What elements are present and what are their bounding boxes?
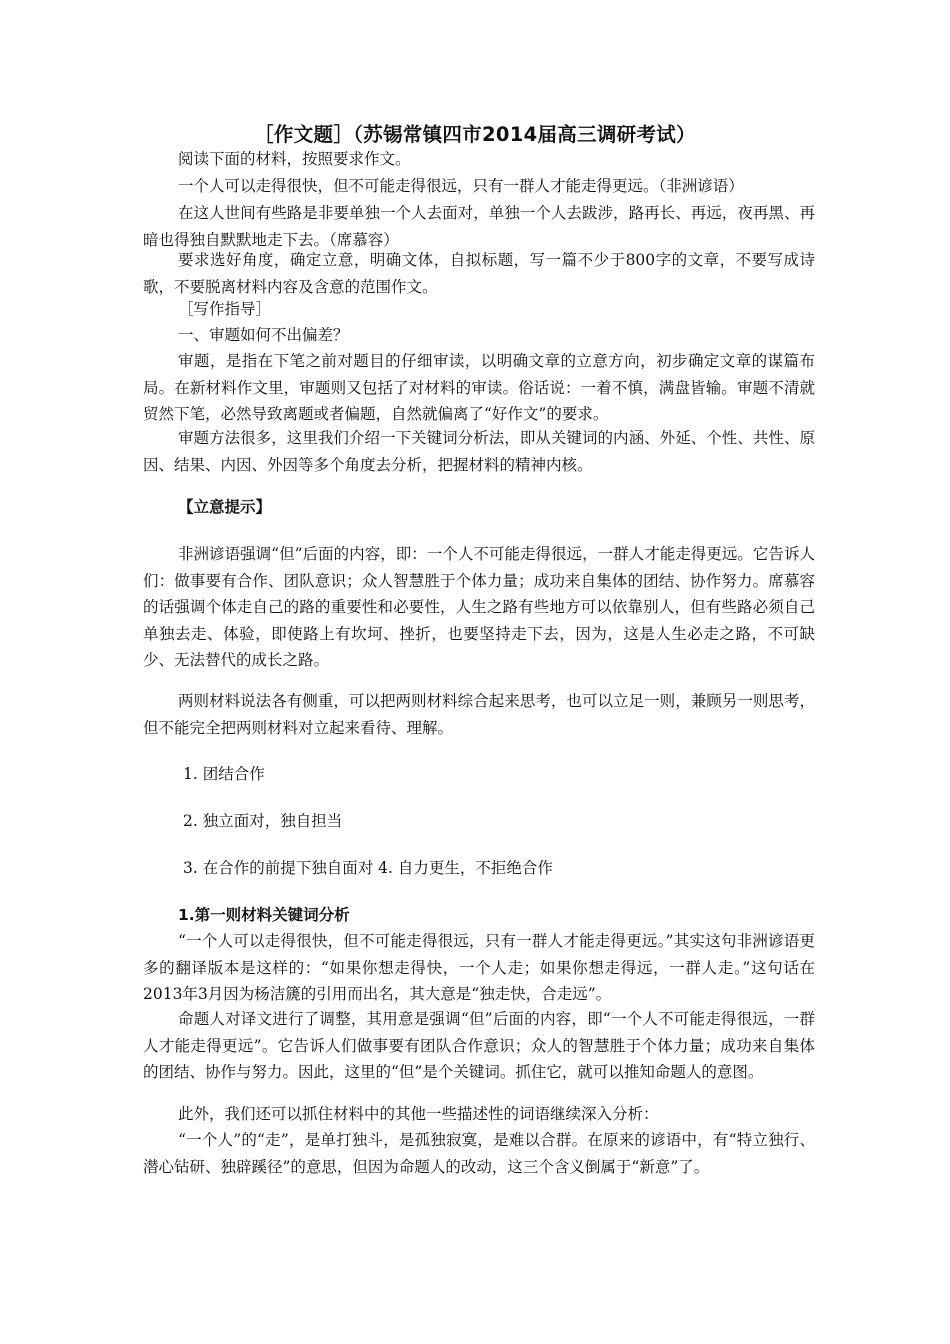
writing-guide-heading: ［写作指导］ bbox=[178, 300, 272, 318]
analysis-paragraph-2: 命题人对译文进行了调整，其用意是强调“但”后面的内容，即“一个人不可能走得很远，一群人才能走得更远”。它告诉人们做事要有团队合作意识；众人的智慧胜于个体力量；成功来自集体的团结、协作与努力。因此，这里的“但”是个关键词。抓住它，就可以推知命题人的意图。 bbox=[143, 1010, 815, 1081]
instruction-paragraph: 阅读下面的材料，按照要求作文。 bbox=[178, 150, 411, 168]
hint-paragraph-1: 非洲谚语强调“但”后面的内容，即：一个人不可能走得很远，一群人才能走得更远。它告诉人们：做事要有合作、团队意识；众人智慧胜于个体力量；成功来自集体的团结、协作努力。席慕容的话强调个体走自己的路的重要性和必要性，人生之路有些地方可以依靠别人，但有些路必须自己单独去走、体验，即使路上有坎坷、挫折，也要坚持走下去，因为，这是人生必走之路，不可缺少、无法替代的成长之路。 bbox=[143, 545, 815, 669]
requirement-paragraph: 要求选好角度，确定立意，明确文体，自拟标题，写一篇不少于800字的文章，不要写成诗歌，不要脱离材料内容及含意的范围作文。 bbox=[143, 251, 815, 296]
page-title: ［作文题］（苏锡常镇四市2014届高三调研考试） bbox=[254, 123, 696, 146]
guide-paragraph-2: 审题方法很多，这里我们介绍一下关键词分析法，即从关键词的内涵、外延、个性、共性、原因、结果、内因、外因等多个角度去分析，把握材料的精神内核。 bbox=[143, 429, 815, 474]
analysis-heading: 1.第一则材料关键词分析 bbox=[178, 906, 350, 924]
hint-list-item: 1. 团结合作 bbox=[183, 765, 265, 783]
material-two-paragraph: 在这人世间有些路是非要单独一个人去面对，单独一个人去跋涉，路再长、再远，夜再黑、再暗也得独自默默地走下去。（席慕容） bbox=[143, 204, 815, 249]
hint-paragraph-2: 两则材料说法各有侧重，可以把两则材料综合起来思考，也可以立足一则，兼顾另一则思考，但不能完全把两则材料对立起来看待、理解。 bbox=[143, 692, 815, 737]
hint-list-item: 3. 在合作的前提下独自面对 4. 自力更生，不拒绝合作 bbox=[183, 859, 553, 877]
hint-heading: 【立意提示】 bbox=[178, 498, 272, 516]
question-one-heading: 一、审题如何不出偏差？ bbox=[178, 326, 349, 344]
material-one-paragraph: 一个人可以走得很快，但不可能走得很远，只有一群人才能走得更远。（非洲谚语） bbox=[178, 177, 744, 195]
guide-paragraph-1: 审题，是指在下笔之前对题目的仔细审读，以明确文章的立意方向，初步确定文章的谋篇布局。在新材料作文里，审题则又包括了对材料的审读。俗话说：一着不慎，满盘皆输。审题不清就贸然下笔，必然导致离题或者偏题，自然就偏离了“好作文”的要求。 bbox=[143, 352, 815, 423]
hint-list-item: 2. 独立面对，独自担当 bbox=[183, 812, 343, 830]
analysis-paragraph-4: “一个人”的“走”，是单打独斗，是孤独寂寞，是难以合群。在原来的谚语中，有“特立独行、潜心钻研、独辟蹊径”的意思，但因为命题人的改动，这三个含义倒属于“新意”了。 bbox=[143, 1131, 815, 1176]
analysis-paragraph-1: “一个人可以走得很快，但不可能走得很远，只有一群人才能走得更远。”其实这句非洲谚语更多的翻译版本是这样的：“如果你想走得快，一个人走；如果你想走得远，一群人走。”这句话在2013年3月因为杨洁篪的引用而出名，其大意是“独走快，合走远”。 bbox=[143, 932, 815, 1003]
analysis-paragraph-3: 此外，我们还可以抓住材料中的其他一些描述性的词语继续深入分析： bbox=[178, 1105, 659, 1123]
